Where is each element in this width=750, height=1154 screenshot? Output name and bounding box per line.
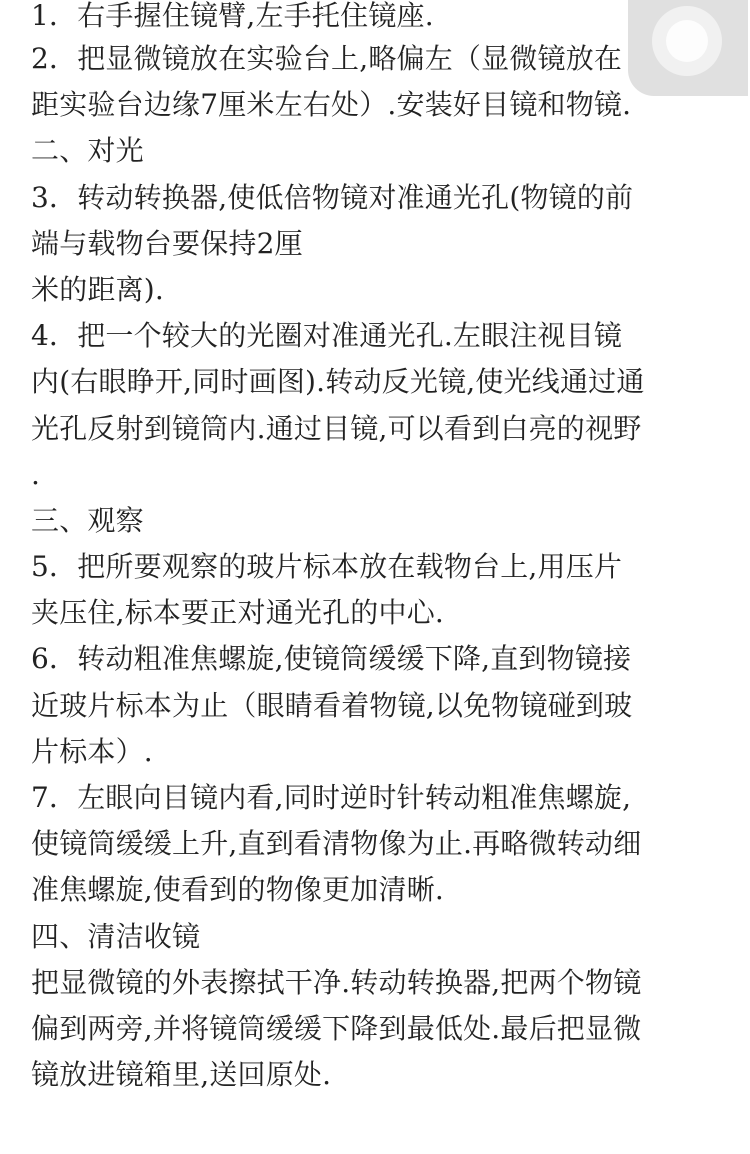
floating-assistive-button[interactable]: [628, 0, 748, 96]
text-line-2: 2．把显微镜放在实验台上,略偏左（显微镜放在: [31, 42, 623, 75]
assistive-touch-icon: [652, 6, 722, 76]
text-line-15: 6．转动粗准焦螺旋,使镜筒缓缓下降,直到物镜接: [31, 642, 632, 676]
text-line-7: 米的距离).: [31, 272, 165, 306]
text-line-13: 5．把所要观察的玻片标本放在载物台上,用压片: [31, 550, 623, 584]
document-body: [31, 0, 731, 1098]
text-line-19: 使镜筒缓缓上升,直到看清物像为止.再略微转动细: [31, 827, 642, 861]
text-line-16: 近玻片标本为止（眼睛看着物镜,以免物镜碰到玻: [31, 688, 633, 722]
text-line-5: 3．转动转换器,使低倍物镜对准通光孔(物镜的前: [31, 180, 634, 214]
section-heading-clean: 四、清洁收镜: [31, 919, 201, 953]
text-line-20: 准焦螺旋,使看到的物像更加清晰.: [31, 873, 445, 907]
text-line-3: 距实验台边缘7厘米左右处）.安装好目镜和物镜.: [31, 88, 632, 122]
text-line-18: 7．左眼向目镜内看,同时逆时针转动粗准焦螺旋,: [31, 781, 632, 814]
text-line-17: 片标本）.: [31, 734, 153, 768]
text-line-23: 偏到两旁,并将镜筒缓缓下降到最低处.最后把显微: [31, 1011, 642, 1045]
text-line-1: 1．右手握住镜臂,左手托住镜座.: [31, 0, 434, 32]
section-heading-focus-light: 二、对光: [31, 134, 144, 168]
section-heading-observe: 三、观察: [31, 503, 144, 537]
text-line-9: 内(右眼睁开,同时画图).转动反光镜,使光线通过通: [31, 365, 645, 399]
text-line-14: 夹压住,标本要正对通光孔的中心.: [31, 596, 445, 630]
text-line-6: 端与载物台要保持2厘: [31, 226, 303, 260]
text-line-10: 光孔反射到镜筒内.通过目镜,可以看到白亮的视野: [31, 411, 642, 445]
text-line-22: 把显微镜的外表擦拭干净.转动转换器,把两个物镜: [31, 965, 642, 999]
text-line-8: 4．把一个较大的光圈对准通光孔.左眼注视目镜: [31, 319, 623, 353]
text-line-24: 镜放进镜箱里,送回原处.: [31, 1058, 332, 1092]
text-line-11: .: [31, 457, 41, 491]
